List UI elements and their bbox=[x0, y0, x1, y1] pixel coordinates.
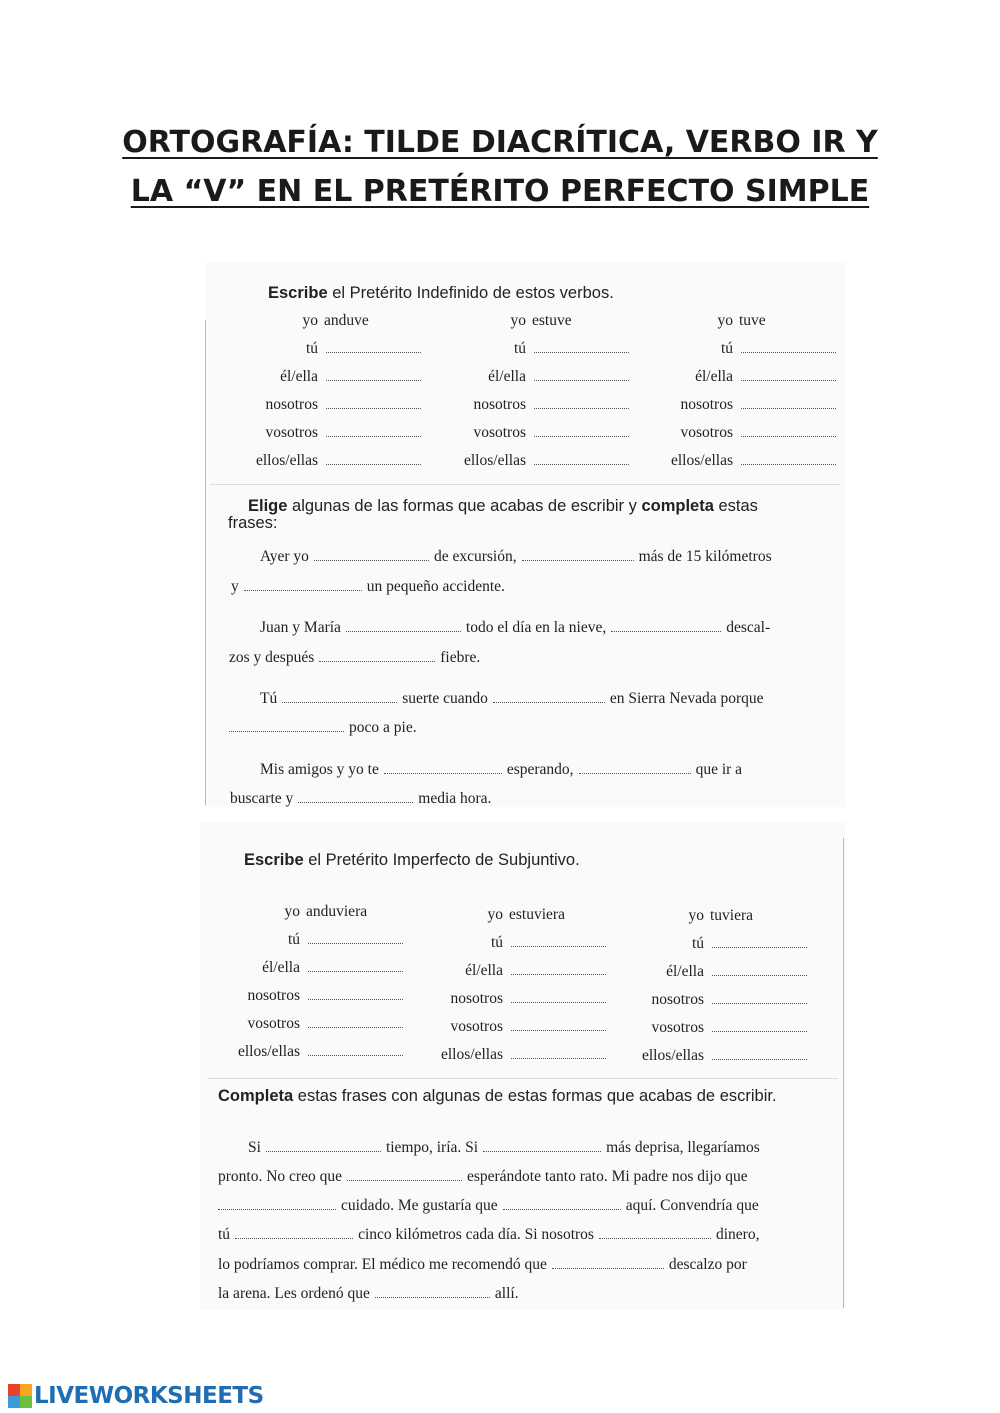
answer-blank[interactable] bbox=[229, 730, 344, 732]
answer-blank[interactable] bbox=[511, 1001, 606, 1003]
text: cinco kilómetros cada día. Si nosotros bbox=[358, 1226, 594, 1243]
answer-blank[interactable] bbox=[308, 942, 403, 944]
answer-blank[interactable] bbox=[308, 1054, 403, 1056]
text: fiebre. bbox=[440, 649, 481, 666]
s1-c3-row-el bbox=[645, 368, 836, 386]
text: media hora. bbox=[418, 790, 492, 807]
answer-blank[interactable] bbox=[712, 946, 807, 948]
text: zos y después bbox=[229, 649, 315, 666]
text: más deprisa, llegaríamos bbox=[606, 1139, 760, 1156]
text: suerte cuando bbox=[402, 690, 488, 707]
text: más de 15 kilómetros bbox=[638, 548, 772, 565]
s3-c2-row-ellos bbox=[413, 1046, 606, 1064]
text: que ir a bbox=[695, 761, 743, 778]
text: de excursión, bbox=[433, 548, 517, 565]
pronoun: nosotros bbox=[680, 396, 733, 413]
section1-heading-bold: Escribe bbox=[268, 284, 328, 302]
answer-blank[interactable] bbox=[347, 1179, 462, 1181]
liveworksheets-logo[interactable] bbox=[8, 1382, 264, 1410]
answer-blank[interactable] bbox=[534, 435, 629, 437]
text: todo el día en la nieve, bbox=[465, 619, 607, 636]
s1-c3-row-tu bbox=[645, 340, 836, 358]
section1-heading-rest: el Pretérito Indefinido de estos verbos. bbox=[327, 284, 614, 302]
text: poco a pie. bbox=[349, 719, 417, 736]
s3-c1-row-nos bbox=[210, 987, 403, 1005]
s3-c2-row-el bbox=[413, 962, 606, 980]
answer-blank[interactable] bbox=[244, 589, 362, 591]
pronoun: ellos/ellas bbox=[256, 452, 318, 469]
section3-heading-rest: el Pretérito Imperfecto de Subjuntivo. bbox=[303, 851, 580, 869]
s3-c2-row-vos bbox=[413, 1018, 606, 1036]
answer-blank[interactable] bbox=[552, 1267, 664, 1269]
pronoun: tú bbox=[691, 935, 704, 952]
answer-blank[interactable] bbox=[511, 973, 606, 975]
s4-line1 bbox=[248, 1139, 760, 1157]
answer-blank[interactable] bbox=[741, 351, 836, 353]
logo-text: LIVEWORKSHEETS bbox=[34, 1383, 264, 1409]
pronoun: ellos/ellas bbox=[671, 452, 733, 469]
pronoun: tú bbox=[287, 931, 300, 948]
scan-edge-4 bbox=[208, 1078, 838, 1079]
s3-c3-row-nos bbox=[614, 991, 807, 1009]
scan-edge-3 bbox=[210, 484, 840, 485]
section2-heading bbox=[248, 497, 758, 516]
answer-blank[interactable] bbox=[741, 435, 836, 437]
pronoun: nosotros bbox=[473, 396, 526, 413]
text: aquí. Convendría que bbox=[625, 1197, 759, 1214]
s1-c1-row-el bbox=[230, 368, 421, 386]
section2-heading-mid: algunas de las formas que acabas de escribir y bbox=[287, 497, 642, 515]
section1-heading bbox=[268, 284, 614, 303]
section2-heading-bold1: Elige bbox=[248, 497, 288, 515]
s1-c1-row-nos bbox=[230, 396, 421, 414]
s1-c1-row-ellos bbox=[230, 452, 421, 470]
pronoun: yo bbox=[487, 906, 503, 923]
s2-sentence4-line1 bbox=[260, 761, 742, 779]
text: allí. bbox=[494, 1285, 519, 1302]
pronoun: ellos/ellas bbox=[441, 1046, 503, 1063]
answer-blank[interactable] bbox=[346, 630, 461, 632]
text: dinero, bbox=[715, 1226, 760, 1243]
answer-blank[interactable] bbox=[712, 1002, 807, 1004]
text: Mis amigos y yo te bbox=[260, 761, 379, 778]
s3-c2-row-tu bbox=[413, 934, 606, 952]
section3-heading bbox=[244, 851, 580, 870]
s3-c3-row-ellos bbox=[614, 1047, 807, 1065]
answer-blank[interactable] bbox=[522, 559, 634, 561]
s3-c3-row-tu bbox=[614, 935, 807, 953]
s3-c3-row-vos bbox=[614, 1019, 807, 1037]
verb-form: anduviera bbox=[306, 903, 368, 920]
pronoun: vosotros bbox=[265, 424, 318, 441]
answer-blank[interactable] bbox=[534, 463, 629, 465]
answer-blank[interactable] bbox=[712, 1058, 807, 1060]
answer-blank[interactable] bbox=[326, 379, 421, 381]
s1-c1-row-tu bbox=[230, 340, 421, 358]
s1-c3-row-ellos bbox=[645, 452, 836, 470]
s1-c2-row-vos bbox=[438, 424, 629, 442]
text: lo podríamos comprar. El médico me recomendó que bbox=[218, 1256, 547, 1273]
logo-square-3 bbox=[8, 1396, 20, 1408]
text: buscarte y bbox=[230, 790, 294, 807]
section2-heading-line2: frases: bbox=[228, 514, 278, 532]
pronoun: nosotros bbox=[651, 991, 704, 1008]
pronoun: nosotros bbox=[450, 990, 503, 1007]
s3-c1-row-ellos bbox=[210, 1043, 403, 1061]
answer-blank[interactable] bbox=[503, 1208, 621, 1210]
answer-blank[interactable] bbox=[511, 1029, 606, 1031]
answer-blank[interactable] bbox=[511, 945, 606, 947]
s1-c3-row-yo bbox=[645, 312, 766, 330]
answer-blank[interactable] bbox=[326, 351, 421, 353]
answer-blank[interactable] bbox=[534, 351, 629, 353]
answer-blank[interactable] bbox=[314, 559, 429, 561]
pronoun: él/ella bbox=[488, 368, 526, 385]
answer-blank[interactable] bbox=[235, 1237, 353, 1239]
s1-c2-row-el bbox=[438, 368, 629, 386]
pronoun: tú bbox=[490, 934, 503, 951]
s1-c2-row-nos bbox=[438, 396, 629, 414]
logo-square-4 bbox=[20, 1396, 32, 1408]
s3-c1-row-el bbox=[210, 959, 403, 977]
text: la arena. Les ordenó que bbox=[218, 1285, 370, 1302]
answer-blank[interactable] bbox=[741, 379, 836, 381]
answer-blank[interactable] bbox=[218, 1208, 336, 1210]
text: y bbox=[231, 578, 239, 595]
answer-blank[interactable] bbox=[326, 407, 421, 409]
section4-heading-bold: Completa bbox=[218, 1087, 294, 1105]
pronoun: yo bbox=[284, 903, 300, 920]
text: descalzo por bbox=[668, 1256, 747, 1273]
s4-line4 bbox=[218, 1226, 759, 1244]
verb-form: tuve bbox=[739, 312, 766, 329]
answer-blank[interactable] bbox=[534, 379, 629, 381]
pronoun: él/ella bbox=[666, 963, 704, 980]
pronoun: vosotros bbox=[450, 1018, 503, 1035]
section4-heading-rest: estas frases con algunas de estas formas que acabas de escribir. bbox=[293, 1087, 777, 1105]
logo-squares-icon bbox=[8, 1384, 32, 1408]
pronoun: vosotros bbox=[680, 424, 733, 441]
answer-blank[interactable] bbox=[326, 435, 421, 437]
worksheet-title bbox=[0, 118, 1000, 216]
s2-sentence1-line2 bbox=[231, 578, 505, 596]
text: cuidado. Me gustaría que bbox=[341, 1197, 498, 1214]
text: Ayer yo bbox=[260, 548, 309, 565]
answer-blank[interactable] bbox=[308, 1026, 403, 1028]
answer-blank[interactable] bbox=[534, 407, 629, 409]
section2-heading-bold2: completa bbox=[641, 497, 714, 515]
scan-edge-1 bbox=[205, 320, 206, 805]
text: esperándote tanto rato. Mi padre nos dijo que bbox=[466, 1168, 748, 1185]
pronoun: él/ella bbox=[465, 962, 503, 979]
s1-c3-row-nos bbox=[645, 396, 836, 414]
s1-c2-row-yo bbox=[438, 312, 572, 330]
text: Tú bbox=[260, 690, 278, 707]
answer-blank[interactable] bbox=[384, 772, 502, 774]
text: Si bbox=[248, 1139, 261, 1156]
pronoun: vosotros bbox=[247, 1015, 300, 1032]
text: descal- bbox=[726, 619, 771, 636]
s2-sentence3-line1 bbox=[260, 690, 764, 708]
s4-line2 bbox=[218, 1168, 748, 1186]
pronoun: nosotros bbox=[265, 396, 318, 413]
answer-blank[interactable] bbox=[326, 463, 421, 465]
pronoun: yo bbox=[717, 312, 733, 329]
s2-sentence2-line1 bbox=[260, 619, 770, 637]
section3-heading-bold: Escribe bbox=[244, 851, 304, 869]
answer-blank[interactable] bbox=[282, 701, 397, 703]
answer-blank[interactable] bbox=[611, 630, 721, 632]
s3-c1-row-yo bbox=[210, 903, 367, 921]
verb-form: estuve bbox=[532, 312, 572, 329]
s2-sentence4-line2 bbox=[230, 790, 491, 808]
text: esperando, bbox=[506, 761, 574, 778]
title-line-1: ORTOGRAFÍA: TILDE DIACRÍTICA, VERBO IR Y bbox=[122, 125, 878, 160]
answer-blank[interactable] bbox=[599, 1237, 711, 1239]
answer-blank[interactable] bbox=[298, 801, 413, 803]
pronoun: yo bbox=[510, 312, 526, 329]
logo-square-1 bbox=[8, 1384, 20, 1396]
answer-blank[interactable] bbox=[511, 1057, 606, 1059]
pronoun: yo bbox=[302, 312, 318, 329]
verb-form: anduve bbox=[324, 312, 369, 329]
title-line-2: LA “V” EN EL PRETÉRITO PERFECTO SIMPLE bbox=[130, 174, 870, 209]
pronoun: él/ella bbox=[262, 959, 300, 976]
verb-form: tuviera bbox=[710, 907, 754, 924]
pronoun: tú bbox=[720, 340, 733, 357]
answer-blank[interactable] bbox=[712, 974, 807, 976]
s3-c3-row-yo bbox=[614, 907, 753, 925]
text: un pequeño accidente. bbox=[366, 578, 505, 595]
answer-blank[interactable] bbox=[308, 998, 403, 1000]
s2-sentence1-line1 bbox=[260, 548, 772, 566]
s3-c2-row-nos bbox=[413, 990, 606, 1008]
answer-blank[interactable] bbox=[483, 1150, 601, 1152]
logo-square-2 bbox=[20, 1384, 32, 1396]
s1-c2-row-ellos bbox=[438, 452, 629, 470]
s2-sentence2-line2 bbox=[229, 649, 480, 667]
pronoun: ellos/ellas bbox=[464, 452, 526, 469]
pronoun: él/ella bbox=[280, 368, 318, 385]
s1-c1-row-yo bbox=[230, 312, 369, 330]
s4-line3 bbox=[218, 1197, 759, 1215]
text: tú bbox=[218, 1226, 231, 1243]
scan-edge-2 bbox=[843, 838, 844, 1308]
answer-blank[interactable] bbox=[741, 463, 836, 465]
answer-blank[interactable] bbox=[579, 772, 691, 774]
answer-blank[interactable] bbox=[319, 660, 435, 662]
s3-c1-row-vos bbox=[210, 1015, 403, 1033]
section2-heading-end: estas bbox=[713, 497, 758, 515]
text: Juan y María bbox=[260, 619, 341, 636]
answer-blank[interactable] bbox=[266, 1150, 381, 1152]
pronoun: ellos/ellas bbox=[642, 1047, 704, 1064]
s4-line6 bbox=[218, 1285, 519, 1303]
pronoun: él/ella bbox=[695, 368, 733, 385]
answer-blank[interactable] bbox=[375, 1296, 490, 1298]
pronoun: yo bbox=[688, 907, 704, 924]
s3-c1-row-tu bbox=[210, 931, 403, 949]
s3-c3-row-el bbox=[614, 963, 807, 981]
answer-blank[interactable] bbox=[493, 701, 605, 703]
answer-blank[interactable] bbox=[308, 970, 403, 972]
pronoun: vosotros bbox=[651, 1019, 704, 1036]
pronoun: tú bbox=[305, 340, 318, 357]
s4-line5 bbox=[218, 1256, 747, 1274]
verb-form: estuviera bbox=[509, 906, 565, 923]
s1-c3-row-vos bbox=[645, 424, 836, 442]
section4-heading bbox=[218, 1087, 777, 1106]
answer-blank[interactable] bbox=[741, 407, 836, 409]
pronoun: tú bbox=[513, 340, 526, 357]
text: en Sierra Nevada porque bbox=[609, 690, 764, 707]
pronoun: nosotros bbox=[247, 987, 300, 1004]
s3-c2-row-yo bbox=[413, 906, 565, 924]
answer-blank[interactable] bbox=[712, 1030, 807, 1032]
text: tiempo, iría. Si bbox=[385, 1139, 479, 1156]
s1-c1-row-vos bbox=[230, 424, 421, 442]
pronoun: vosotros bbox=[473, 424, 526, 441]
s1-c2-row-tu bbox=[438, 340, 629, 358]
s2-sentence3-line2 bbox=[229, 719, 417, 737]
text: pronto. No creo que bbox=[218, 1168, 342, 1185]
pronoun: ellos/ellas bbox=[238, 1043, 300, 1060]
